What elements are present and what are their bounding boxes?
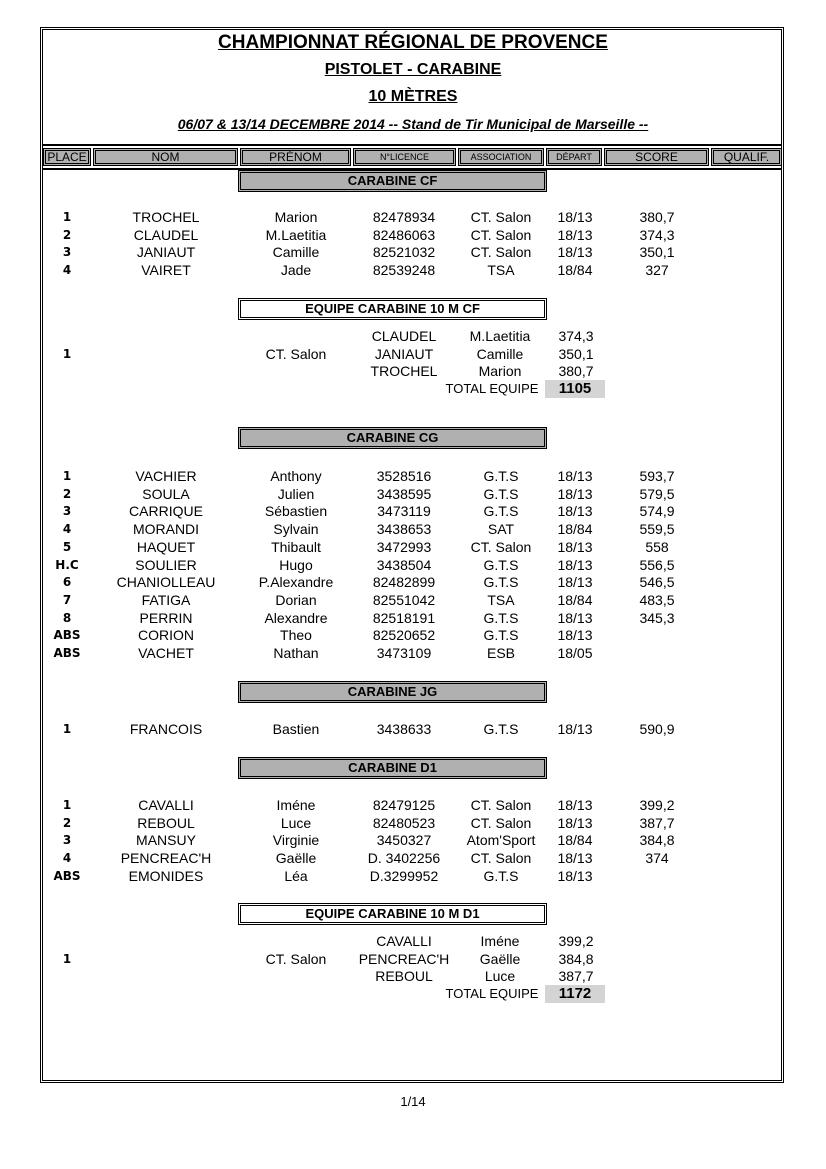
licence-cell: D.3299952	[369, 867, 439, 884]
nom-cell: FATIGA	[141, 591, 191, 608]
nom-cell: TROCHEL	[132, 209, 200, 225]
depart-cell: 18/05	[557, 645, 593, 661]
association-cell: CT. Salon	[470, 226, 532, 243]
licence-cell: 3528516	[376, 468, 432, 484]
team-total-label: TOTAL EQUIPE	[445, 381, 539, 397]
score-cell: 574,9	[639, 503, 675, 520]
association-cell: CT. Salon	[470, 209, 532, 225]
place-cell: 1	[62, 210, 72, 224]
prenom-cell: Bastien	[272, 721, 320, 737]
place-cell: 6	[62, 575, 72, 590]
licence-cell: 3473109	[376, 645, 432, 661]
association-cell: G.T.S	[483, 609, 519, 626]
team-place-cell: 1	[62, 346, 72, 361]
team-member-score: 374,3	[558, 328, 594, 344]
place-cell: 3	[62, 504, 72, 519]
licence-cell: 82539248	[372, 262, 436, 279]
association-cell: G.T.S	[483, 627, 519, 644]
col-header-qualif: QUALIF.	[711, 148, 782, 166]
prenom-cell: M.Laetitia	[265, 226, 327, 243]
team-member-firstname: Gaëlle	[479, 950, 521, 967]
prenom-cell: Anthony	[270, 468, 322, 484]
score-cell: 483,5	[639, 591, 675, 608]
licence-cell: 82486063	[372, 226, 436, 243]
nom-cell: SOULIER	[135, 556, 197, 573]
depart-cell: 18/13	[557, 627, 593, 644]
distance-subtitle: 10 MÈTRES	[368, 88, 458, 105]
depart-cell: 18/13	[557, 485, 593, 502]
depart-cell: 18/13	[557, 574, 593, 591]
prenom-cell: Virginie	[272, 832, 320, 849]
nom-cell: VAIRET	[141, 262, 191, 279]
nom-cell: CAVALLI	[138, 797, 194, 813]
nom-cell: PERRIN	[139, 609, 193, 626]
licence-cell: 82520652	[372, 627, 436, 644]
place-cell: 5	[62, 539, 72, 554]
association-cell: CT. Salon	[470, 814, 532, 831]
nom-cell: EMONIDES	[128, 867, 204, 884]
licence-cell: 3438653	[376, 521, 432, 538]
score-cell: 327	[645, 262, 669, 279]
team-member-name: TROCHEL	[370, 363, 438, 380]
team-member-name: CAVALLI	[376, 933, 432, 949]
prenom-cell: Dorian	[275, 591, 317, 608]
licence-cell: 82478934	[372, 209, 436, 225]
col-header-association: ASSOCIATION	[458, 148, 544, 166]
score-cell: 387,7	[639, 814, 675, 831]
category-section-header: CARABINE CF	[238, 170, 547, 192]
licence-cell: 82518191	[372, 609, 436, 626]
place-cell: 2	[62, 486, 72, 501]
nom-cell: FRANCOIS	[129, 721, 203, 737]
place-cell: ABS	[53, 868, 81, 883]
place-cell: 2	[62, 227, 72, 242]
score-cell: 590,9	[639, 721, 675, 737]
col-header-nom: NOM	[93, 148, 238, 166]
licence-cell: 82480523	[372, 814, 436, 831]
page-title: CHAMPIONNAT RÉGIONAL DE PROVENCE	[218, 32, 608, 53]
score-cell: 579,5	[639, 485, 675, 502]
place-cell: 4	[62, 851, 72, 866]
discipline-subtitle: PISTOLET - CARABINE	[324, 61, 502, 78]
association-cell: CT. Salon	[470, 538, 532, 555]
association-cell: ESB	[486, 645, 515, 661]
association-cell: G.T.S	[483, 867, 519, 884]
col-header-depart: DÉPART	[546, 148, 602, 166]
team-club-cell: CT. Salon	[265, 345, 327, 362]
team-member-firstname: Marion	[478, 363, 522, 380]
team-section-header: EQUIPE CARABINE 10 M D1	[238, 903, 547, 925]
place-cell: 3	[62, 245, 72, 260]
depart-cell: 18/13	[557, 814, 593, 831]
place-cell: 8	[62, 610, 72, 625]
nom-cell: MORANDI	[132, 521, 200, 538]
depart-cell: 18/13	[557, 244, 593, 261]
prenom-cell: Alexandre	[264, 609, 328, 626]
nom-cell: JANIAUT	[136, 244, 196, 261]
place-cell: 3	[62, 833, 72, 848]
prenom-cell: Sébastien	[264, 503, 328, 520]
nom-cell: VACHIER	[135, 468, 197, 484]
nom-cell: MANSUY	[136, 832, 196, 849]
nom-cell: SOULA	[142, 485, 190, 502]
score-cell: 374,3	[639, 226, 675, 243]
place-cell: 4	[62, 263, 72, 278]
depart-cell: 18/13	[557, 609, 593, 626]
col-header-licence: N°LICENCE	[353, 148, 456, 166]
score-cell	[607, 644, 707, 662]
prenom-cell: Marion	[274, 209, 318, 225]
nom-cell: REBOUL	[137, 814, 195, 831]
team-total-label: TOTAL EQUIPE	[445, 986, 539, 1002]
team-club-cell: CT. Salon	[265, 950, 327, 967]
page-number: 1/14	[400, 1094, 426, 1109]
prenom-cell: Iméne	[276, 797, 316, 813]
place-cell: 1	[62, 469, 72, 483]
date-venue-subtitle: 06/07 & 13/14 DECEMBRE 2014 -- Stand de Tir Municipal de Marseille --	[177, 116, 649, 132]
score-cell: 384,8	[639, 832, 675, 849]
depart-cell: 18/13	[557, 503, 593, 520]
score-cell: 374	[645, 850, 669, 867]
prenom-cell: Luce	[280, 814, 312, 831]
licence-cell: 3438595	[376, 485, 432, 502]
team-member-firstname: Luce	[484, 968, 516, 985]
team-section-header: EQUIPE CARABINE 10 M CF	[238, 298, 547, 320]
licence-cell: 3473119	[377, 503, 431, 520]
score-cell: 559,5	[639, 521, 675, 538]
nom-cell: CORION	[138, 627, 194, 644]
nom-cell: CHANIOLLEAU	[116, 574, 216, 591]
nom-cell: PENCREAC'H	[120, 850, 212, 867]
prenom-cell: Nathan	[273, 645, 319, 661]
team-place-cell: 1	[62, 951, 72, 966]
association-cell: G.T.S	[483, 721, 519, 737]
association-cell: SAT	[487, 521, 515, 538]
place-cell: 1	[62, 722, 72, 736]
place-cell: 2	[62, 815, 72, 830]
category-section-header: CARABINE D1	[238, 757, 547, 779]
prenom-cell: P.Alexandre	[258, 574, 334, 591]
depart-cell: 18/13	[557, 556, 593, 573]
score-cell: 380,7	[639, 209, 675, 225]
place-cell: 7	[62, 592, 72, 607]
association-cell: TSA	[487, 591, 515, 608]
score-cell	[607, 626, 707, 644]
association-cell: Atom'Sport	[466, 832, 536, 849]
score-cell: 556,5	[639, 556, 675, 573]
place-cell: H.C	[55, 557, 79, 572]
nom-cell: VACHET	[138, 645, 194, 661]
depart-cell: 18/84	[557, 262, 593, 279]
category-section-header: CARABINE JG	[238, 681, 547, 703]
depart-cell: 18/13	[557, 850, 593, 867]
place-cell: 1	[62, 798, 72, 812]
association-cell: CT. Salon	[470, 850, 532, 867]
prenom-cell: Hugo	[279, 556, 313, 573]
depart-cell: 18/13	[557, 867, 593, 884]
licence-cell: 82521032	[372, 244, 436, 261]
prenom-cell: Thibault	[271, 538, 321, 555]
col-header-place: PLACE	[43, 148, 91, 166]
team-member-name: JANIAUT	[374, 345, 434, 362]
licence-cell: 3438504	[376, 556, 432, 573]
association-cell: G.T.S	[483, 556, 519, 573]
team-member-score: 380,7	[558, 363, 594, 380]
prenom-cell: Theo	[280, 627, 312, 644]
team-member-score: 387,7	[558, 968, 594, 985]
place-cell: ABS	[53, 646, 81, 660]
licence-cell: 82551042	[372, 591, 436, 608]
depart-cell: 18/84	[557, 832, 593, 849]
depart-cell: 18/13	[557, 721, 593, 737]
team-total-value: 1172	[545, 985, 605, 1003]
score-cell: 593,7	[639, 468, 675, 484]
col-header-prenom: PRÉNOM	[240, 148, 351, 166]
score-cell: 546,5	[639, 574, 675, 591]
association-cell: TSA	[487, 262, 515, 279]
team-member-score: 399,2	[558, 933, 594, 949]
prenom-cell: Léa	[284, 867, 308, 884]
nom-cell: HAQUET	[136, 538, 196, 555]
team-total-value: 1105	[545, 380, 605, 398]
licence-cell: 82482899	[372, 574, 436, 591]
prenom-cell: Julien	[277, 485, 315, 502]
association-cell: G.T.S	[483, 485, 519, 502]
licence-cell: 3438633	[376, 721, 432, 737]
licence-cell: D. 3402256	[367, 850, 441, 867]
licence-cell: 3472993	[376, 538, 432, 555]
depart-cell: 18/84	[557, 521, 593, 538]
place-cell: ABS	[53, 628, 81, 643]
team-member-firstname: M.Laetitia	[469, 328, 531, 344]
licence-cell: 3450327	[376, 832, 432, 849]
association-cell: G.T.S	[483, 574, 519, 591]
nom-cell: CARRIQUE	[129, 503, 203, 520]
team-member-name: REBOUL	[375, 968, 433, 985]
score-cell: 558	[645, 538, 669, 555]
team-member-name: CLAUDEL	[371, 328, 437, 344]
nom-cell: CLAUDEL	[133, 226, 199, 243]
prenom-cell: Sylvain	[273, 521, 319, 538]
team-member-score: 384,8	[558, 950, 594, 967]
score-cell: 350,1	[639, 244, 675, 261]
place-cell: 4	[62, 522, 72, 537]
depart-cell: 18/13	[557, 226, 593, 243]
team-member-name: PENCREAC'H	[358, 950, 450, 967]
team-member-firstname: Iméne	[480, 933, 520, 949]
association-cell: CT. Salon	[470, 244, 532, 261]
association-cell: G.T.S	[483, 503, 519, 520]
category-section-header: CARABINE CG	[238, 427, 547, 449]
prenom-cell: Camille	[272, 244, 320, 261]
col-header-score: SCORE	[604, 148, 709, 166]
depart-cell: 18/13	[557, 209, 593, 225]
association-cell: CT. Salon	[470, 797, 532, 813]
depart-cell: 18/84	[557, 591, 593, 608]
depart-cell: 18/13	[557, 468, 593, 484]
depart-cell: 18/13	[557, 538, 593, 555]
score-cell	[607, 867, 707, 885]
team-member-score: 350,1	[558, 345, 594, 362]
association-cell: G.T.S	[483, 468, 519, 484]
score-cell: 399,2	[639, 797, 675, 813]
score-cell: 345,3	[639, 609, 675, 626]
divider	[42, 144, 782, 146]
team-member-firstname: Camille	[476, 345, 524, 362]
licence-cell: 82479125	[372, 797, 436, 813]
depart-cell: 18/13	[557, 797, 593, 813]
prenom-cell: Gaëlle	[275, 850, 317, 867]
prenom-cell: Jade	[280, 262, 312, 279]
